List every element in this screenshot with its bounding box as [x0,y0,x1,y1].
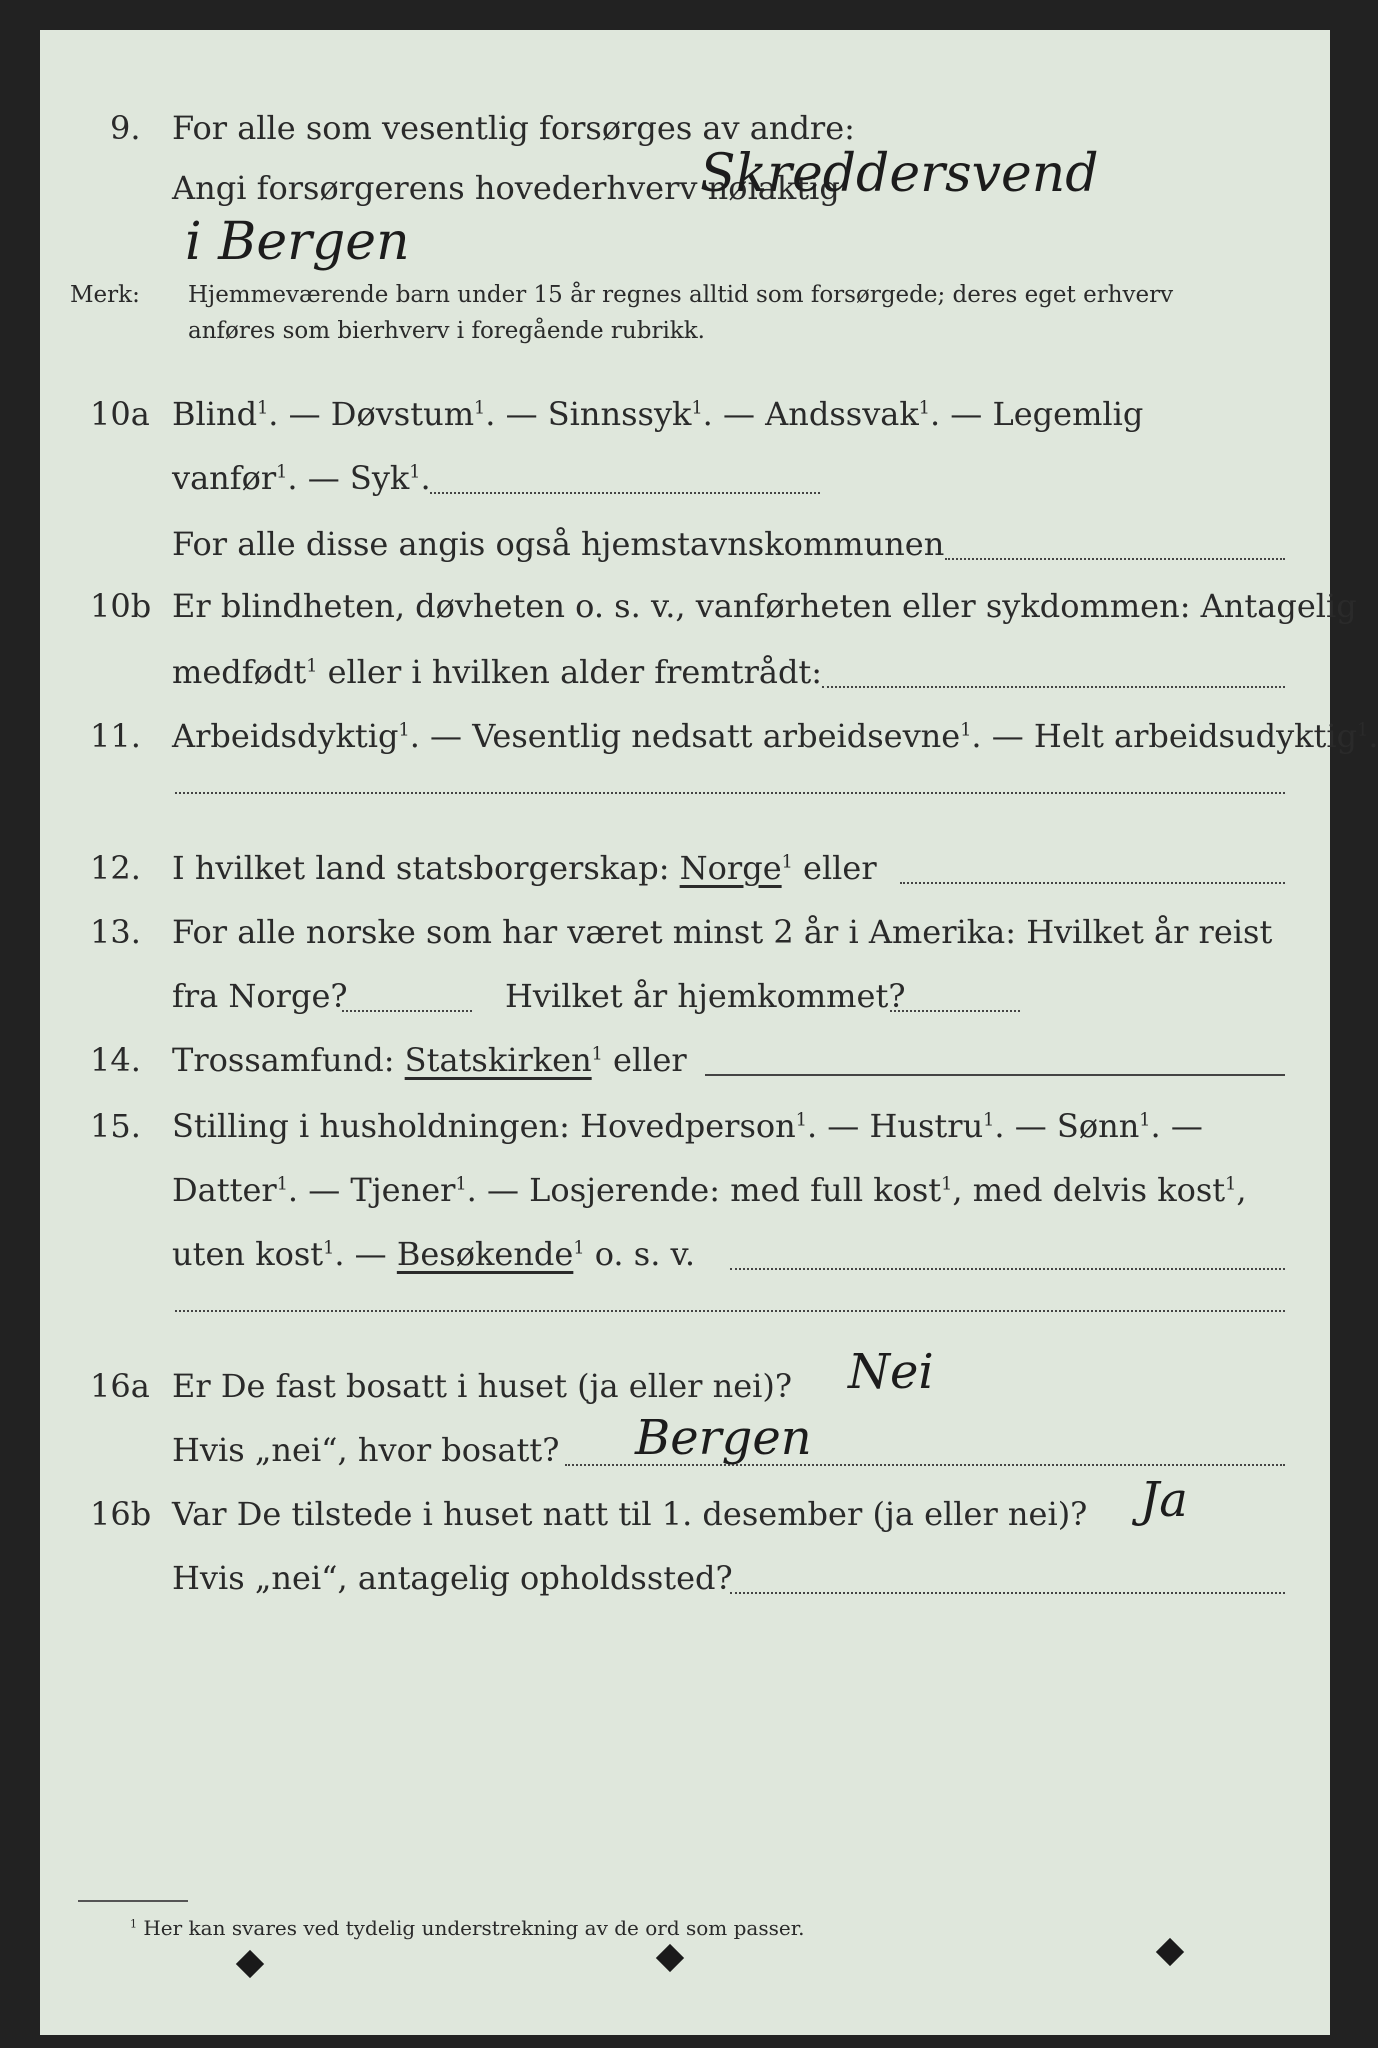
item-13-from-label: fra Norge? [172,977,348,1015]
item-15-underlined-answer: Besøkende [396,1235,574,1273]
item-9-line1: For alle som vesentlig forsørges av andre: [172,109,855,147]
item-16a-answer2: Bergen [635,1410,812,1466]
item-16a-line1: Er De fast bosatt i huset (ja eller nei)? [172,1367,793,1405]
item-15-number: 15. [90,1107,141,1145]
item-16a-number: 16a [90,1367,150,1405]
item-15-line1: Stilling i husholdningen: Hovedperson$^1$. — Hustru$^1$. — Sønn$^1$. — [172,1107,1203,1145]
item-13-from-answer-line[interactable] [342,1010,472,1012]
item-12-number: 12. [90,849,141,887]
item-10a-answer-line2[interactable] [945,558,1285,560]
item-13-home-label: Hvilket år hjemkommet? [505,977,906,1015]
note-label: Merk: [70,282,140,308]
item-15-answer-line2[interactable] [175,1310,1285,1312]
registration-mark-right [1156,1938,1184,1966]
item-9-line2: Angi forsørgerens hovederhverv nøiaktig [172,169,840,207]
item-16b-line1: Var De tilstede i huset natt til 1. desember (ja eller nei)? [172,1495,1088,1533]
item-15-line3: uten kost$^1$. — Besøkende$^1$ o. s. v. [172,1235,695,1273]
item-16b-line2: Hvis „nei“, antagelig opholdssted? [172,1559,733,1597]
item-14-answer-line[interactable] [705,1074,1285,1076]
item-11-answer-line[interactable] [175,792,1285,794]
item-10a-number: 10a [90,395,150,433]
item-13-line1: For alle norske som har været minst 2 år i Amerika: Hvilket år reist [172,913,1273,951]
item-16b-number: 16b [90,1495,152,1533]
item-10a-line2: vanfør$^1$. — Syk$^1$. [172,459,431,497]
item-11-number: 11. [90,717,141,755]
item-11-line1: Arbeidsdyktig$^1$. — Vesentlig nedsatt arbeidsevne$^1$. — Helt arbeidsudyktig$^1$. [172,717,1378,755]
item-13-number: 13. [90,913,141,951]
item-14-line1: Trossamfund: Statskirken$^1$ eller [172,1041,687,1079]
item-10a-answer-line1[interactable] [430,492,820,494]
item-12-line1: I hvilket land statsborgerskap: Norge$^1$ eller [172,849,877,887]
item-12-answer-line[interactable] [900,882,1285,884]
item-10b-line2: medfødt$^1$ eller i hvilken alder fremtrådt: [172,653,823,691]
item-16a-line2: Hvis „nei“, hvor bosatt? [172,1431,560,1469]
census-form-page [40,30,1378,2035]
footnote-rule [78,1900,188,1902]
item-16b-answer: Ja [1140,1472,1188,1528]
note-line2: anføres som bierhverv i foregående rubrikk. [188,318,705,344]
item-13-home-answer-line[interactable] [890,1010,1020,1012]
item-12-underlined-answer: Norge [679,849,782,887]
item-9-answer-line2: i Bergen [185,212,410,272]
registration-mark-left [236,1950,264,1978]
item-10b-line1: Er blindheten, døvheten o. s. v., vanførheten eller sykdommen: Antagelig [172,587,1357,625]
item-10a-line3: For alle disse angis også hjemstavnskommunen [172,525,945,563]
item-15-answer-line1[interactable] [730,1268,1285,1270]
item-14-number: 14. [90,1041,141,1079]
item-9-number: 9. [110,109,141,147]
item-10b-answer-line[interactable] [822,686,1285,688]
item-10a-line1: Blind$^1$. — Døvstum$^1$. — Sinnssyk$^1$. — Andssvak$^1$. — Legemlig [172,395,1144,433]
item-14-underlined-answer: Statskirken [404,1041,592,1079]
item-16a-answer1: Nei [848,1344,934,1400]
footnote-text: $^1$ Her kan svares ved tydelig understrekning av de ord som passer. [130,1916,805,1940]
note-line1: Hjemmeværende barn under 15 år regnes alltid som forsørgede; deres eget erhverv [188,282,1174,308]
registration-mark-center [656,1944,684,1972]
item-10b-number: 10b [90,587,152,625]
item-15-line2: Datter$^1$. — Tjener$^1$. — Losjerende: med full kost$^1$, med delvis kost$^1$, [172,1171,1247,1209]
item-9-answer-line1: Skreddersvend [700,144,1099,204]
item-16b-answer-line[interactable] [730,1592,1285,1594]
